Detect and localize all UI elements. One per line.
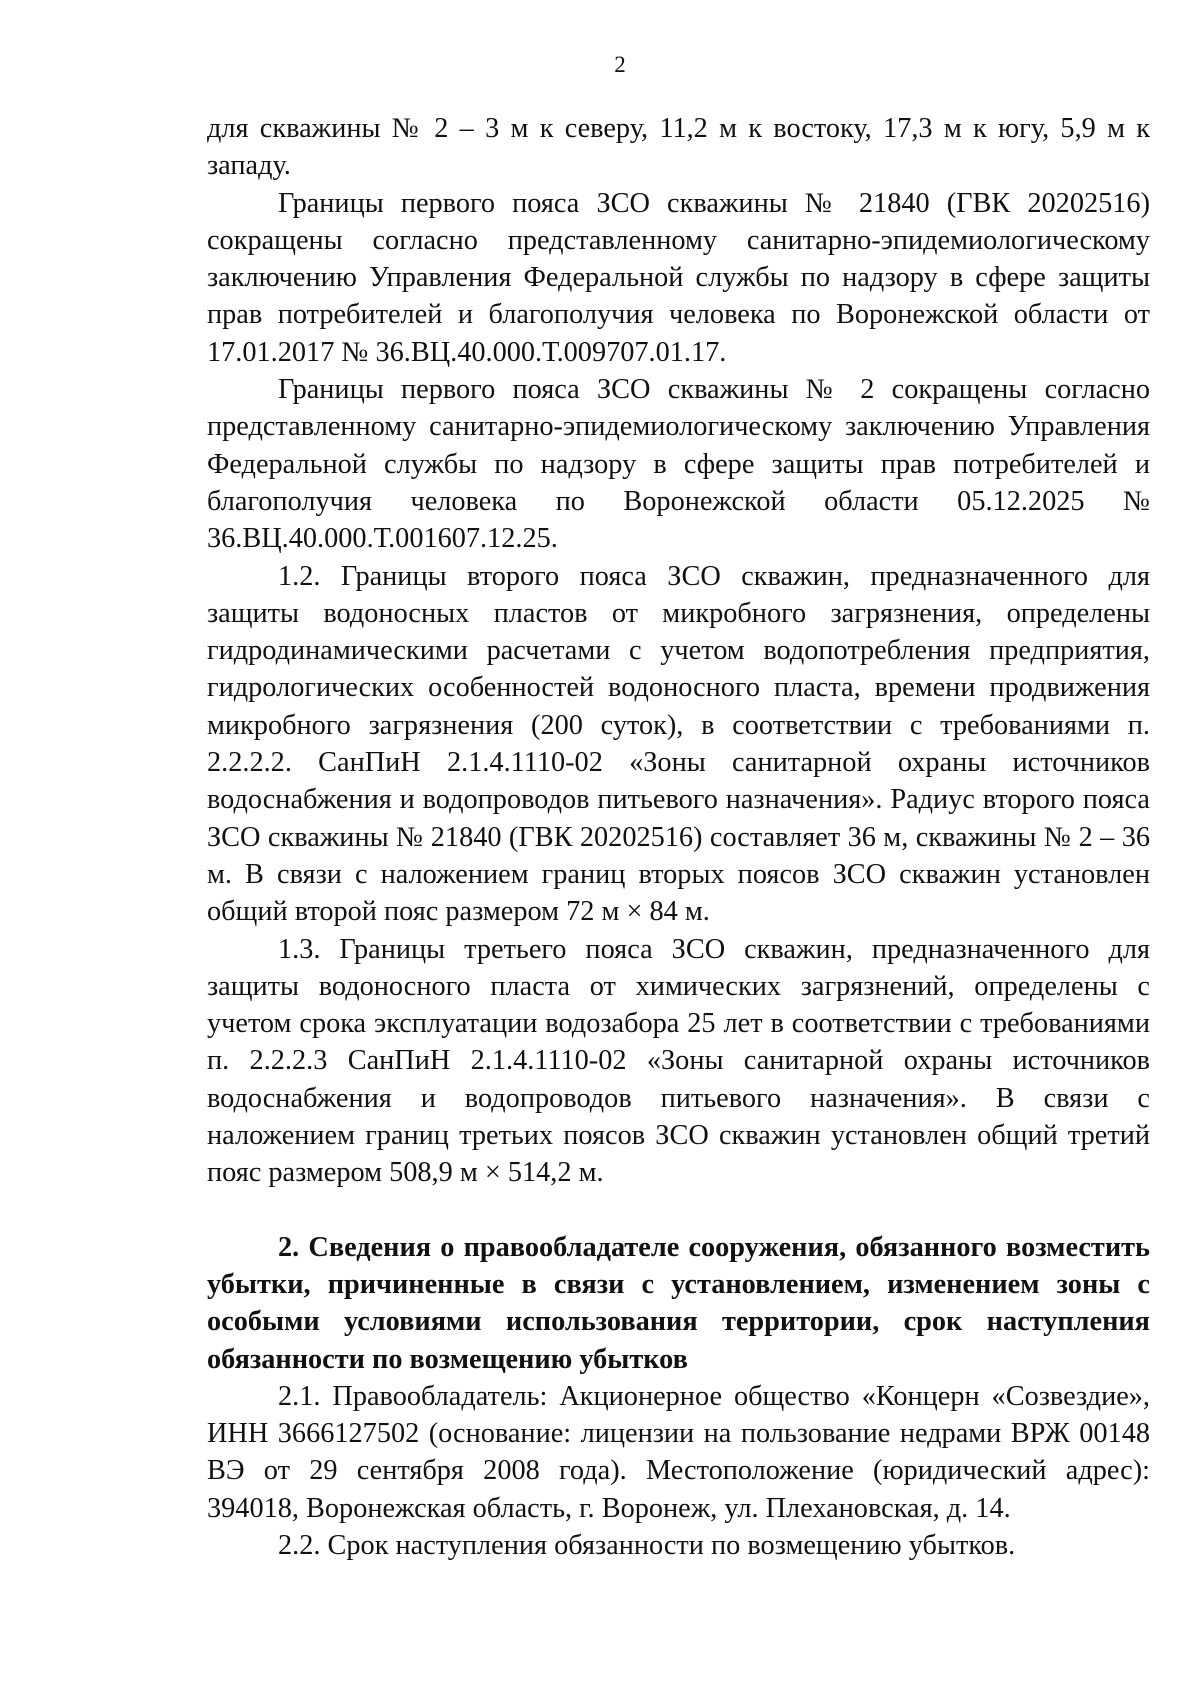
paragraph-well-2-distances: для скважины № 2 – 3 м к северу, 11,2 м к востоку, 17,3 м к югу, 5,9 м к западу. (207, 113, 1150, 182)
paragraph-first-belt-well-2: Границы первого пояса ЗСО скважины № 2 сокращены согласно представленному санитарно-эпидемиологическому заключению Управления Федеральной службы по надзору в сфере защиты прав потребителей и благополучия человека по Воронежской области 05.12.2025 № 36.ВЦ.40.000.Т.001607.12.25. (207, 374, 1150, 555)
page-number: 2 (614, 52, 626, 77)
section-2-heading: 2. Сведения о правообладателе сооружения, обязанного возместить убытки, причиненные в связи с установлением, изменением зоны с особыми условиями использования территории, срок наступления обязанности по возмещению убытков (207, 1231, 1150, 1375)
paragraph-first-belt-well-21840: Границы первого пояса ЗСО скважины № 21840 (ГВК 20202516) сокращены согласно представленному санитарно-эпидемиологическому заключению Управления Федеральной службы по надзору в сфере защиты прав потребителей и благополучия человека по Воронежской области от 17.01.2017 № 36.ВЦ.40.000.Т.009707.01.17. (207, 187, 1150, 368)
paragraph-1-2-second-belt: 1.2. Границы второго пояса ЗСО скважин, предназначенного для защиты водоносных пластов от микробного загрязнения, определены гидродинамическими расчетами с учетом водопотребления предприятия, гидрологических особенностей водоносного пласта, времени продвижения микробного загрязнения (200 суток), в соответствии с требованиями п. 2.2.2.2. СанПиН 2.1.4.1110-02 «Зоны санитарной охраны источников водоснабжения и водопроводов питьевого назначения». Радиус второго пояса ЗСО скважины № 21840 (ГВК 20202516) составляет 36 м, скважины № 2 – 36 м. В связи с наложением границ вторых поясов ЗСО скважин установлен общий второй пояс размером 72 м × 84 м. (207, 560, 1150, 928)
document-body (207, 110, 1150, 1564)
paragraph-2-2-deadline: 2.2. Срок наступления обязанности по возмещению убытков. (278, 1529, 1016, 1561)
section-spacer (207, 1192, 1150, 1229)
paragraph-2-1-rightholder: 2.1. Правообладатель: Акционерное общество «Концерн «Созвездие», ИНН 3666127502 (основание: лицензии на пользование недрами ВРЖ 00148 ВЭ от 29 сентября 2008 года). Местоположение (юридический адрес): 394018, Воронежская область, г. Воронеж, ул. Плехановская, д. 14. (207, 1380, 1150, 1524)
paragraph-1-3-third-belt: 1.3. Границы третьего пояса ЗСО скважин, предназначенного для защиты водоносного пласта от химических загрязнений, определены с учетом срока эксплуатации водозабора 25 лет в соответствии с требованиями п. 2.2.2.3 СанПиН 2.1.4.1110-02 «Зоны санитарной охраны источников водоснабжения и водопроводов питьевого назначения». В связи с наложением границ третьих поясов ЗСО скважин установлен общий третий пояс размером 508,9 м × 514,2 м. (207, 933, 1150, 1189)
